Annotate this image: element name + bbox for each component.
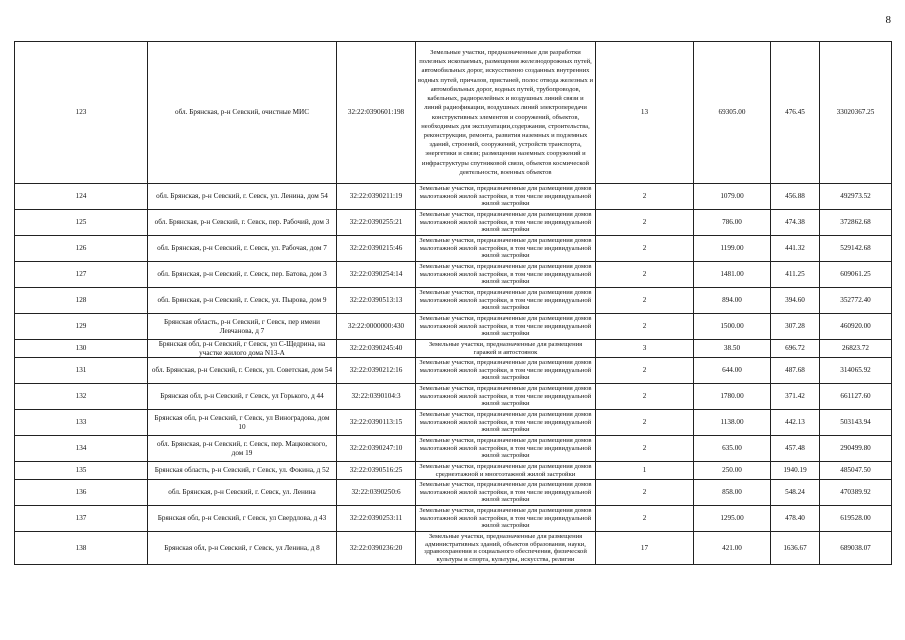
land-use-cell: Земельные участки, предназначенные для размещения домов малоэтажной жилой застройки, в том числе индивидуальной жилой застройки [416, 358, 596, 384]
cadastral-value-cell: 609061.25 [820, 262, 892, 288]
table-row [15, 462, 892, 480]
group-code-cell: 2 [596, 436, 694, 462]
area-cell: 1079.00 [694, 184, 771, 210]
group-code-cell: 2 [596, 184, 694, 210]
row-number: 125 [15, 210, 148, 236]
area-cell: 421.00 [694, 532, 771, 565]
rate-cell: 442.13 [771, 410, 820, 436]
group-code-cell: 3 [596, 340, 694, 358]
cadastral-value-cell: 372862.68 [820, 210, 892, 236]
table-row [15, 288, 892, 314]
table-row [15, 236, 892, 262]
rate-cell: 394.60 [771, 288, 820, 314]
group-code-cell: 2 [596, 288, 694, 314]
row-number: 123 [15, 42, 148, 184]
area-cell: 635.00 [694, 436, 771, 462]
page-number: 8 [885, 14, 891, 26]
land-use-cell: Земельные участки, предназначенные для размещения домов среднеэтажной и многоэтажной жилой застройки [416, 462, 596, 480]
row-number: 135 [15, 462, 148, 480]
cadastral-number-cell: 32:22:0390211:19 [337, 184, 416, 210]
cadastral-value-cell: 689038.07 [820, 532, 892, 565]
rate-cell: 476.45 [771, 42, 820, 184]
rate-cell: 1940.19 [771, 462, 820, 480]
address-cell: Брянская обл, р-н Севский, г Севск, ул С-Щедрина, на участке жилого дома N13-А [148, 340, 337, 358]
table-row [15, 184, 892, 210]
group-code-cell: 2 [596, 410, 694, 436]
area-cell: 1500.00 [694, 314, 771, 340]
area-cell: 1199.00 [694, 236, 771, 262]
area-cell: 644.00 [694, 358, 771, 384]
rate-cell: 487.68 [771, 358, 820, 384]
rate-cell: 371.42 [771, 384, 820, 410]
area-cell: 1138.00 [694, 410, 771, 436]
group-code-cell: 2 [596, 236, 694, 262]
rate-cell: 457.48 [771, 436, 820, 462]
address-cell: Брянская обл, р-н Севский, г Севск, ул Ленина, д 8 [148, 532, 337, 565]
table-row [15, 262, 892, 288]
table-row [15, 410, 892, 436]
cadastral-value-cell: 33020367.25 [820, 42, 892, 184]
row-number: 131 [15, 358, 148, 384]
cadastral-number-cell: 32:22:0390212:16 [337, 358, 416, 384]
cadastral-value-cell: 352772.40 [820, 288, 892, 314]
group-code-cell: 2 [596, 358, 694, 384]
cadastral-value-cell: 470389.92 [820, 480, 892, 506]
cadastral-value-cell: 460920.00 [820, 314, 892, 340]
cadastral-number-cell: 32:22:0390255:21 [337, 210, 416, 236]
table-row [15, 506, 892, 532]
cadastral-number-cell: 32:22:0390250:6 [337, 480, 416, 506]
address-cell: обл. Брянская, р-н Севский, г. Севск, ул. Ленина, дом 54 [148, 184, 337, 210]
table-row [15, 480, 892, 506]
group-code-cell: 2 [596, 210, 694, 236]
address-cell: обл. Брянская, р-н Севский, очистные МИС [148, 42, 337, 184]
cadastral-number-cell: 32:22:0390113:15 [337, 410, 416, 436]
address-cell: обл. Брянская, р-н Севский, г. Севск, ул. Ленина [148, 480, 337, 506]
cadastral-number-cell: 32:22:0390253:11 [337, 506, 416, 532]
address-cell: обл. Брянская, р-н Севский, г. Севск, пер. Рабочий, дом 3 [148, 210, 337, 236]
row-number: 129 [15, 314, 148, 340]
table-row [15, 436, 892, 462]
rate-cell: 1636.67 [771, 532, 820, 565]
area-cell: 894.00 [694, 288, 771, 314]
row-number: 124 [15, 184, 148, 210]
row-number: 138 [15, 532, 148, 565]
group-code-cell: 1 [596, 462, 694, 480]
land-use-cell: Земельные участки, предназначенные для размещения домов малоэтажной жилой застройки, в том числе индивидуальной жилой застройки [416, 506, 596, 532]
table-row [15, 210, 892, 236]
table-row [15, 532, 892, 565]
rate-cell: 474.38 [771, 210, 820, 236]
table-row [15, 314, 892, 340]
land-use-cell: Земельные участки, предназначенные для размещения домов малоэтажной жилой застройки, в том числе индивидуальной жилой застройки [416, 184, 596, 210]
cadastral-value-cell: 503143.94 [820, 410, 892, 436]
table-row [15, 340, 892, 358]
rate-cell: 478.40 [771, 506, 820, 532]
group-code-cell: 2 [596, 384, 694, 410]
address-cell: Брянская область, р-н Севский, г Севск, ул. Фокина, д 52 [148, 462, 337, 480]
group-code-cell: 13 [596, 42, 694, 184]
cadastral-value-cell: 314065.92 [820, 358, 892, 384]
row-number: 128 [15, 288, 148, 314]
area-cell: 69305.00 [694, 42, 771, 184]
cadastral-table [14, 41, 892, 565]
group-code-cell: 2 [596, 506, 694, 532]
table-row [15, 358, 892, 384]
land-use-cell: Земельные участки, предназначенные для размещения домов малоэтажной жилой застройки, в том числе индивидуальной жилой застройки [416, 210, 596, 236]
area-cell: 38.50 [694, 340, 771, 358]
group-code-cell: 2 [596, 262, 694, 288]
cadastral-number-cell: 32:22:0390513:13 [337, 288, 416, 314]
row-number: 127 [15, 262, 148, 288]
cadastral-number-cell: 32:22:0390516:25 [337, 462, 416, 480]
cadastral-number-cell: 32:22:0390245:40 [337, 340, 416, 358]
row-number: 136 [15, 480, 148, 506]
cadastral-number-cell: 32:22:0390236:20 [337, 532, 416, 565]
address-cell: обл. Брянская, р-н Севский, г. Севск, пер. Мацковского, дом 19 [148, 436, 337, 462]
cadastral-value-cell: 290499.80 [820, 436, 892, 462]
address-cell: Брянская обл, р-н Севский, г Севск, ул Виноградова, дом 10 [148, 410, 337, 436]
land-use-cell: Земельные участки, предназначенные для размещения домов малоэтажной жилой застройки, в том числе индивидуальной жилой застройки [416, 480, 596, 506]
land-use-cell: Земельные участки, предназначенные для размещения домов малоэтажной жилой застройки, в том числе индивидуальной жилой застройки [416, 314, 596, 340]
address-cell: Брянская обл, р-н Севский, г Севск, ул Свердлова, д 43 [148, 506, 337, 532]
land-use-cell: Земельные участки, предназначенные для размещения домов малоэтажной жилой застройки, в том числе индивидуальной жилой застройки [416, 410, 596, 436]
address-cell: Брянская область, р-н Севский, г Севск, пер имени Левчанова, д 7 [148, 314, 337, 340]
land-use-cell: Земельные участки, предназначенные для размещения домов малоэтажной жилой застройки, в том числе индивидуальной жилой застройки [416, 262, 596, 288]
area-cell: 786.00 [694, 210, 771, 236]
area-cell: 1481.00 [694, 262, 771, 288]
address-cell: обл. Брянская, р-н Севский, г. Севск, пер. Батова, дом 3 [148, 262, 337, 288]
table-row [15, 42, 892, 184]
land-use-cell: Земельные участки, предназначенные для размещения гаражей и автостоянок [416, 340, 596, 358]
rate-cell: 441.32 [771, 236, 820, 262]
table-row [15, 384, 892, 410]
cadastral-value-cell: 485047.50 [820, 462, 892, 480]
cadastral-value-cell: 619528.00 [820, 506, 892, 532]
row-number: 134 [15, 436, 148, 462]
cadastral-value-cell: 492973.52 [820, 184, 892, 210]
row-number: 126 [15, 236, 148, 262]
land-use-cell: Земельные участки, предназначенные для размещения домов малоэтажной жилой застройки, в том числе индивидуальной жилой застройки [416, 236, 596, 262]
address-cell: Брянская обл, р-н Севский, г Севск, ул Горького, д 44 [148, 384, 337, 410]
cadastral-value-cell: 661127.60 [820, 384, 892, 410]
row-number: 132 [15, 384, 148, 410]
group-code-cell: 2 [596, 314, 694, 340]
cadastral-number-cell: 32:22:0390247:10 [337, 436, 416, 462]
cadastral-value-cell: 26823.72 [820, 340, 892, 358]
rate-cell: 411.25 [771, 262, 820, 288]
area-cell: 858.00 [694, 480, 771, 506]
area-cell: 1780.00 [694, 384, 771, 410]
land-use-cell: Земельные участки, предназначенные для размещения домов малоэтажной жилой застройки, в том числе индивидуальной жилой застройки [416, 384, 596, 410]
group-code-cell: 2 [596, 480, 694, 506]
row-number: 133 [15, 410, 148, 436]
address-cell: обл. Брянская, р-н Севский, г. Севск, ул. Пырова, дом 9 [148, 288, 337, 314]
cadastral-number-cell: 32:22:0390104:3 [337, 384, 416, 410]
area-cell: 1295.00 [694, 506, 771, 532]
cadastral-value-cell: 529142.68 [820, 236, 892, 262]
group-code-cell: 17 [596, 532, 694, 565]
cadastral-number-cell: 32:22:0390601:198 [337, 42, 416, 184]
land-use-cell: Земельные участки, предназначенные для разработки полезных ископаемых, размещения железнодорожных путей, автомобильных дорог, искусственно созданных внутренних водных путей, причалов, пристаней, полос отвода железных и автомобильных дорог, водных путей, трубопроводов, кабельных, радиорелейных и воздушных линий связи и линий радиофикации, воздушных линий электропередачи конструктивных элементов и сооружений, объектов, необходимых для эксплуатации,содержания, строительства, реконструкции, ремонта, развития наземных и подземных зданий, строений, сооружений, устройств транспорта, энергетики и связи; размещения наземных сооружений и инфраструктуры спутниковой связи, объектов космической деятельности, военных объектов [416, 42, 596, 184]
cadastral-number-cell: 32:22:0390254:14 [337, 262, 416, 288]
land-use-cell: Земельные участки, предназначенные для размещения домов малоэтажной жилой застройки, в том числе индивидуальной жилой застройки [416, 436, 596, 462]
rate-cell: 548.24 [771, 480, 820, 506]
rate-cell: 456.88 [771, 184, 820, 210]
area-cell: 250.00 [694, 462, 771, 480]
rate-cell: 307.28 [771, 314, 820, 340]
cadastral-number-cell: 32:22:0390215:46 [337, 236, 416, 262]
cadastral-number-cell: 32:22:0000000:430 [337, 314, 416, 340]
rate-cell: 696.72 [771, 340, 820, 358]
row-number: 130 [15, 340, 148, 358]
land-use-cell: Земельные участки, предназначенные для размещения административных зданий, объектов образования, науки, здравоохранения и социального обеспечения, физической культуры и спорта, культуры, искусства, религии [416, 532, 596, 565]
address-cell: обл. Брянская, р-н Севский, г. Севск, ул. Советская, дом 54 [148, 358, 337, 384]
row-number: 137 [15, 506, 148, 532]
land-use-cell: Земельные участки, предназначенные для размещения домов малоэтажной жилой застройки, в том числе индивидуальной жилой застройки [416, 288, 596, 314]
address-cell: обл. Брянская, р-н Севский, г. Севск, ул. Рабочая, дом 7 [148, 236, 337, 262]
